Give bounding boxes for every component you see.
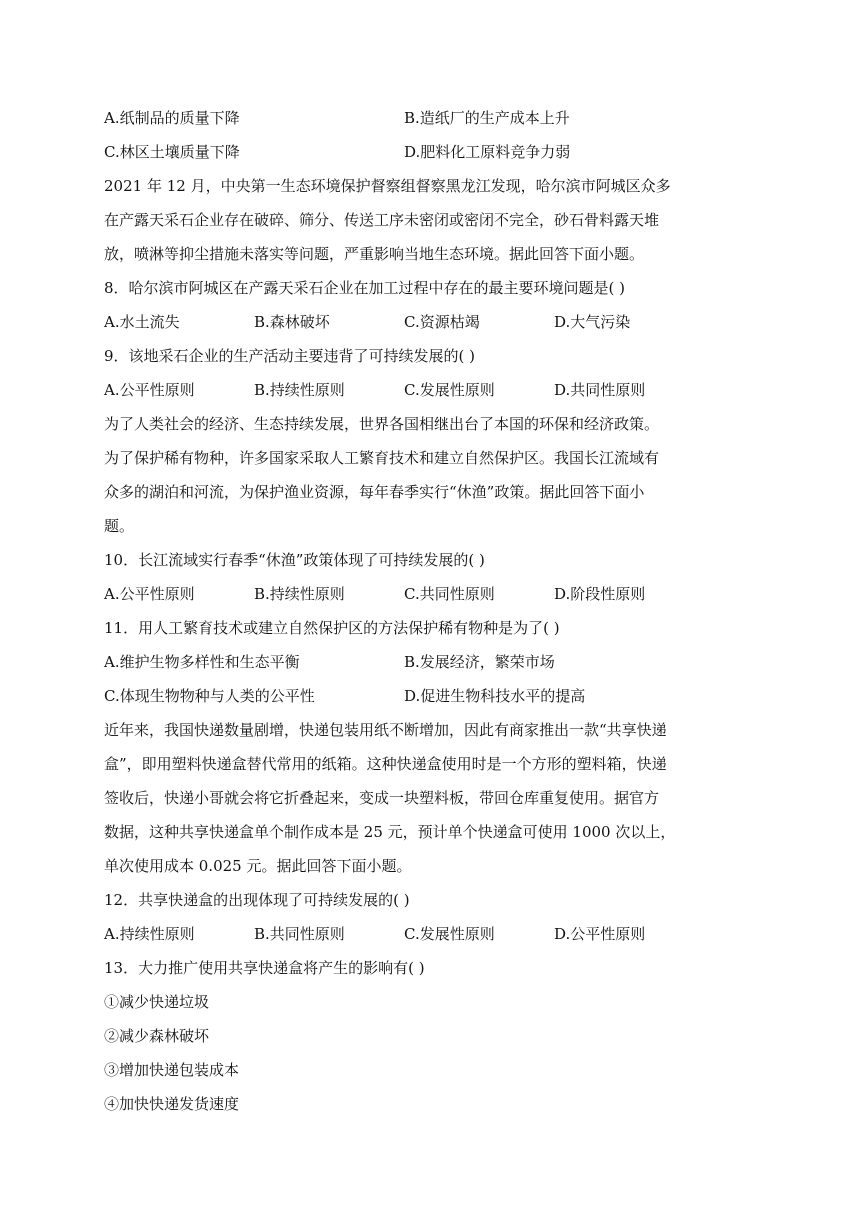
passage-3-line: 签收后，快递小哥就会将它折叠起来，变成一块塑料板，带回仓库重复使用。据官方 — [104, 789, 660, 807]
question-content — [104, 101, 760, 1121]
q12-option-b: B.共同性原则 — [254, 925, 345, 943]
q12-option-d: D.公平性原则 — [554, 925, 646, 943]
q10-option-c: C.共同性原则 — [404, 585, 495, 603]
passage-2-line: 题。 — [104, 517, 135, 535]
q10-option-d: D.阶段性原则 — [554, 585, 646, 603]
q12-option-a: A.持续性原则 — [104, 925, 195, 943]
q10-options — [104, 577, 760, 611]
q11-stem: 11．用人工繁育技术或建立自然保护区的方法保护稀有物种是为了( ) — [104, 619, 560, 637]
q11-option-a: A.维护生物多样性和生态平衡 — [104, 653, 300, 671]
passage-1-line: 2021 年 12 月，中央第一生态环境保护督察组督察黑龙江发现，哈尔滨市阿城区众多 — [104, 177, 671, 195]
q9-stem: 9．该地采石企业的生产活动主要违背了可持续发展的( ) — [104, 347, 476, 365]
passage-3-line: 数据，这种共享快递盒单个制作成本是 25 元，预计单个快递盒可使用 1000 次以上， — [104, 823, 676, 841]
q11-option-d: D.促进生物科技水平的提高 — [404, 687, 586, 705]
q9-options — [104, 373, 760, 407]
q11-option-b: B.发展经济，繁荣市场 — [404, 653, 555, 671]
q7-options-row-2 — [104, 135, 760, 169]
q13-stem: 13．大力推广使用共享快递盒将产生的影响有( ) — [104, 959, 425, 977]
q13-item-3: ③增加快递包装成本 — [104, 1061, 240, 1079]
passage-2-line: 众多的湖泊和河流，为保护渔业资源，每年春季实行“休渔”政策。据此回答下面小 — [104, 483, 645, 501]
q13-item-4: ④加快快递发货速度 — [104, 1095, 240, 1113]
q12-stem: 12．共享快递盒的出现体现了可持续发展的( ) — [104, 891, 410, 909]
q7-option-a: A.纸制品的质量下降 — [104, 109, 240, 127]
q8-options — [104, 305, 760, 339]
q8-stem: 8．哈尔滨市阿城区在产露天采石企业在加工过程中存在的最主要环境问题是( ) — [104, 279, 626, 297]
q9-option-c: C.发展性原则 — [404, 381, 495, 399]
q13-item-2: ②减少森林破坏 — [104, 1027, 210, 1045]
q7-options-row-1 — [104, 101, 760, 135]
passage-1-line: 放，喷淋等抑尘措施未落实等问题，严重影响当地生态环境。据此回答下面小题。 — [104, 245, 645, 263]
q12-options — [104, 917, 760, 951]
q9-option-b: B.持续性原则 — [254, 381, 345, 399]
q10-option-b: B.持续性原则 — [254, 585, 345, 603]
passage-3-line: 单次使用成本 0.025 元。据此回答下面小题。 — [104, 857, 412, 875]
q9-option-d: D.共同性原则 — [554, 381, 646, 399]
passage-3-line: 盒”，即用塑料快递盒替代常用的纸箱。这种快递盒使用时是一个方形的塑料箱，快递 — [104, 755, 667, 773]
passage-1-line: 在产露天采石企业存在破碎、筛分、传送工序未密闭或密闭不完全，砂石骨料露天堆 — [104, 211, 660, 229]
q8-option-b: B.森林破坏 — [254, 313, 330, 331]
q7-option-b: B.造纸厂的生产成本上升 — [404, 109, 570, 127]
q11-options-row-1 — [104, 645, 760, 679]
q11-option-c: C.体现生物物种与人类的公平性 — [104, 687, 315, 705]
passage-2-line: 为了人类社会的经济、生态持续发展，世界各国相继出台了本国的环保和经济政策。 — [104, 415, 660, 433]
q9-option-a: A.公平性原则 — [104, 381, 195, 399]
passage-2-line: 为了保护稀有物种，许多国家采取人工繁育技术和建立自然保护区。我国长江流域有 — [104, 449, 660, 467]
passage-3-line: 近年来，我国快递数量剧增，快递包装用纸不断增加，因此有商家推出一款“共享快递 — [104, 721, 667, 739]
q8-option-d: D.大气污染 — [554, 313, 631, 331]
q7-option-c: C.林区土壤质量下降 — [104, 143, 240, 161]
q11-options-row-2 — [104, 679, 760, 713]
q13-item-1: ①减少快递垃圾 — [104, 993, 210, 1011]
q8-option-c: C.资源枯竭 — [404, 313, 480, 331]
q10-stem: 10．长江流域实行春季“休渔”政策体现了可持续发展的( ) — [104, 551, 485, 569]
q10-option-a: A.公平性原则 — [104, 585, 195, 603]
q8-option-a: A.水土流失 — [104, 313, 180, 331]
q12-option-c: C.发展性原则 — [404, 925, 495, 943]
q7-option-d: D.肥料化工原料竞争力弱 — [404, 143, 571, 161]
